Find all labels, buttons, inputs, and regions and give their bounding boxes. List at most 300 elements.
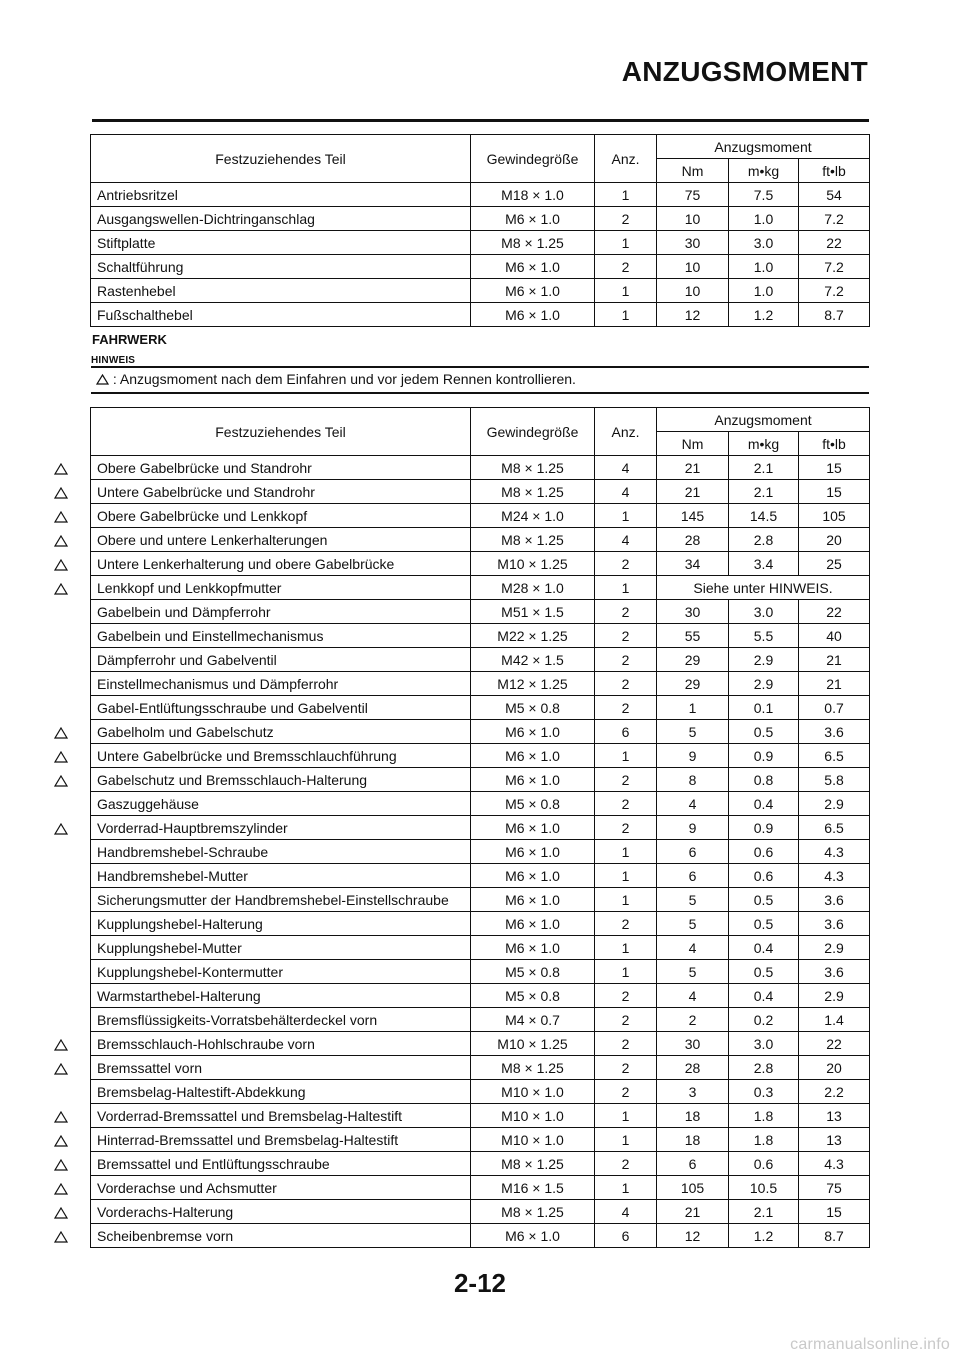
- thread-cell: M6 × 1.0: [471, 720, 595, 744]
- mkg-cell: 2.8: [729, 528, 799, 552]
- table-row: [91, 279, 870, 303]
- qty-cell: 2: [595, 984, 657, 1008]
- nm-cell: 5: [657, 960, 729, 984]
- mkg-cell: 0.5: [729, 960, 799, 984]
- section-heading: FAHRWERK: [92, 332, 167, 347]
- ftlb-cell: 13: [799, 1128, 870, 1152]
- nm-cell: 6: [657, 864, 729, 888]
- title-rule: [92, 119, 869, 122]
- thread-cell: M8 × 1.25: [471, 1200, 595, 1224]
- part-cell: Gaszuggehäuse: [91, 792, 471, 816]
- part-cell: Handbremshebel-Mutter: [91, 864, 471, 888]
- part-cell: Lenkkopf und Lenkkopfmutter: [91, 576, 471, 600]
- mkg-cell: 0.5: [729, 888, 799, 912]
- ftlb-cell: 6.5: [799, 816, 870, 840]
- qty-cell: 2: [595, 1152, 657, 1176]
- table-row: [91, 912, 870, 936]
- table-row: [91, 528, 870, 552]
- thread-cell: M24 × 1.0: [471, 504, 595, 528]
- ftlb-cell: 7.2: [799, 279, 870, 303]
- nm-cell: 4: [657, 984, 729, 1008]
- table-row: [91, 1176, 870, 1200]
- part-cell: Obere und untere Lenkerhalterungen: [91, 528, 471, 552]
- part-cell: Gabelbein und Einstellmechanismus: [91, 624, 471, 648]
- thread-cell: M51 × 1.5: [471, 600, 595, 624]
- nm-cell: 30: [657, 600, 729, 624]
- qty-cell: 6: [595, 1224, 657, 1248]
- thread-cell: M10 × 1.25: [471, 552, 595, 576]
- part-cell: Fußschalthebel: [91, 303, 471, 327]
- col-header-thread: Gewindegröße: [471, 135, 595, 183]
- ftlb-cell: 54: [799, 183, 870, 207]
- qty-cell: 1: [595, 504, 657, 528]
- part-cell: Bremssattel und Entlüftungsschraube: [91, 1152, 471, 1176]
- mkg-cell: 1.0: [729, 207, 799, 231]
- part-cell: Kupplungshebel-Halterung: [91, 912, 471, 936]
- part-cell: Bremsbelag-Haltestift-Abdekkung: [91, 1080, 471, 1104]
- part-cell: Warmstarthebel-Halterung: [91, 984, 471, 1008]
- mkg-cell: 1.8: [729, 1128, 799, 1152]
- mkg-cell: 3.4: [729, 552, 799, 576]
- table-row: [91, 984, 870, 1008]
- qty-cell: 1: [595, 936, 657, 960]
- table-row: [91, 231, 870, 255]
- retighten-mark-icon: [54, 510, 68, 522]
- table-row: [91, 303, 870, 327]
- nm-cell: 10: [657, 279, 729, 303]
- table-row: [91, 480, 870, 504]
- nm-cell: 28: [657, 1056, 729, 1080]
- retighten-mark-icon: [54, 822, 68, 834]
- qty-cell: 1: [595, 1104, 657, 1128]
- thread-cell: M5 × 0.8: [471, 696, 595, 720]
- note-cell: Siehe unter HINWEIS.: [657, 576, 870, 600]
- nm-cell: 75: [657, 183, 729, 207]
- part-cell: Gabelholm und Gabelschutz: [91, 720, 471, 744]
- col-header-nm: Nm: [657, 159, 729, 183]
- nm-cell: 9: [657, 816, 729, 840]
- hinweis-text: : Anzugsmoment nach dem Einfahren und vor jedem Rennen kontrollieren.: [112, 371, 576, 387]
- qty-cell: 2: [595, 207, 657, 231]
- mkg-cell: 0.4: [729, 936, 799, 960]
- col-header-qty: Anz.: [595, 135, 657, 183]
- nm-cell: 4: [657, 792, 729, 816]
- ftlb-cell: 6.5: [799, 744, 870, 768]
- thread-cell: M6 × 1.0: [471, 912, 595, 936]
- thread-cell: M5 × 0.8: [471, 984, 595, 1008]
- col-header-mkg: m•kg: [729, 159, 799, 183]
- ftlb-cell: 5.8: [799, 768, 870, 792]
- retighten-mark-icon: [54, 726, 68, 738]
- table-row: [91, 1104, 870, 1128]
- table-row: [91, 576, 870, 600]
- thread-cell: M8 × 1.25: [471, 528, 595, 552]
- part-cell: Untere Gabelbrücke und Bremsschlauchführung: [91, 744, 471, 768]
- nm-cell: 34: [657, 552, 729, 576]
- qty-cell: 1: [595, 1176, 657, 1200]
- retighten-mark-icon: [54, 774, 68, 786]
- col-header-ftlb: ft•lb: [799, 159, 870, 183]
- thread-cell: M6 × 1.0: [471, 1224, 595, 1248]
- ftlb-cell: 3.6: [799, 912, 870, 936]
- ftlb-cell: 75: [799, 1176, 870, 1200]
- part-cell: Stiftplatte: [91, 231, 471, 255]
- nm-cell: 145: [657, 504, 729, 528]
- retighten-mark-icon: [54, 582, 68, 594]
- thread-cell: M8 × 1.25: [471, 480, 595, 504]
- retighten-mark-icon: [54, 462, 68, 474]
- col-header-part: Festzuziehendes Teil: [91, 408, 471, 456]
- hinweis-top-rule: [91, 366, 869, 368]
- ftlb-cell: 25: [799, 552, 870, 576]
- mkg-cell: 0.9: [729, 816, 799, 840]
- nm-cell: 18: [657, 1128, 729, 1152]
- part-cell: Handbremshebel-Schraube: [91, 840, 471, 864]
- table-row: [91, 720, 870, 744]
- part-cell: Gabel-Entlüftungsschraube und Gabelventil: [91, 696, 471, 720]
- thread-cell: M5 × 0.8: [471, 792, 595, 816]
- retighten-mark-icon: [54, 750, 68, 762]
- qty-cell: 2: [595, 624, 657, 648]
- nm-cell: 2: [657, 1008, 729, 1032]
- ftlb-cell: 8.7: [799, 303, 870, 327]
- nm-cell: 30: [657, 1032, 729, 1056]
- part-cell: Untere Gabelbrücke und Standrohr: [91, 480, 471, 504]
- ftlb-cell: 2.9: [799, 984, 870, 1008]
- thread-cell: M18 × 1.0: [471, 183, 595, 207]
- qty-cell: 2: [595, 1080, 657, 1104]
- part-cell: Obere Gabelbrücke und Lenkkopf: [91, 504, 471, 528]
- part-cell: Schaltführung: [91, 255, 471, 279]
- page-number: 2-12: [453, 1268, 507, 1298]
- thread-cell: M12 × 1.25: [471, 672, 595, 696]
- ftlb-cell: 3.6: [799, 960, 870, 984]
- part-cell: Gabelschutz und Bremsschlauch-Halterung: [91, 768, 471, 792]
- thread-cell: M6 × 1.0: [471, 840, 595, 864]
- nm-cell: 12: [657, 303, 729, 327]
- part-cell: Bremsschlauch-Hohlschraube vorn: [91, 1032, 471, 1056]
- qty-cell: 2: [595, 1008, 657, 1032]
- qty-cell: 1: [595, 840, 657, 864]
- mkg-cell: 0.9: [729, 744, 799, 768]
- retighten-mark-icon: [54, 1206, 68, 1218]
- ftlb-cell: 2.9: [799, 936, 870, 960]
- table-row: [91, 456, 870, 480]
- table-row: [91, 504, 870, 528]
- page-title: ANZUGSMOMENT: [621, 56, 868, 87]
- nm-cell: 10: [657, 255, 729, 279]
- retighten-mark-icon: [54, 1230, 68, 1242]
- qty-cell: 2: [595, 672, 657, 696]
- qty-cell: 4: [595, 456, 657, 480]
- qty-cell: 6: [595, 720, 657, 744]
- qty-cell: 1: [595, 960, 657, 984]
- part-cell: Vorderrad-Bremssattel und Bremsbelag-Haltestift: [91, 1104, 471, 1128]
- table-row: [91, 1008, 870, 1032]
- part-cell: Dämpferrohr und Gabelventil: [91, 648, 471, 672]
- nm-cell: 5: [657, 888, 729, 912]
- mkg-cell: 2.8: [729, 1056, 799, 1080]
- part-cell: Hinterrad-Bremssattel und Bremsbelag-Haltestift: [91, 1128, 471, 1152]
- table-row: [91, 183, 870, 207]
- mkg-cell: 0.6: [729, 864, 799, 888]
- thread-cell: M10 × 1.0: [471, 1128, 595, 1152]
- thread-cell: M10 × 1.0: [471, 1080, 595, 1104]
- thread-cell: M6 × 1.0: [471, 303, 595, 327]
- retighten-mark-icon: [54, 1110, 68, 1122]
- qty-cell: 1: [595, 576, 657, 600]
- ftlb-cell: 7.2: [799, 255, 870, 279]
- torque-table-engine: [90, 134, 870, 327]
- part-cell: Gabelbein und Dämpferrohr: [91, 600, 471, 624]
- nm-cell: 10: [657, 207, 729, 231]
- part-cell: Obere Gabelbrücke und Standrohr: [91, 456, 471, 480]
- hinweis-bottom-rule: [91, 392, 869, 394]
- nm-cell: 12: [657, 1224, 729, 1248]
- nm-cell: 18: [657, 1104, 729, 1128]
- qty-cell: 2: [595, 1032, 657, 1056]
- qty-cell: 1: [595, 864, 657, 888]
- mkg-cell: 2.1: [729, 480, 799, 504]
- mkg-cell: 2.9: [729, 648, 799, 672]
- thread-cell: M6 × 1.0: [471, 936, 595, 960]
- mkg-cell: 1.2: [729, 1224, 799, 1248]
- thread-cell: M22 × 1.25: [471, 624, 595, 648]
- part-cell: Ausgangswellen-Dichtringanschlag: [91, 207, 471, 231]
- ftlb-cell: 7.2: [799, 207, 870, 231]
- part-cell: Vorderachs-Halterung: [91, 1200, 471, 1224]
- part-cell: Scheibenbremse vorn: [91, 1224, 471, 1248]
- thread-cell: M5 × 0.8: [471, 960, 595, 984]
- nm-cell: 4: [657, 936, 729, 960]
- table-row: [91, 1200, 870, 1224]
- table1-body: [91, 183, 870, 327]
- qty-cell: 2: [595, 816, 657, 840]
- table-row: [91, 816, 870, 840]
- mkg-cell: 2.1: [729, 456, 799, 480]
- ftlb-cell: 22: [799, 600, 870, 624]
- retighten-mark-icon: [96, 374, 109, 385]
- thread-cell: M8 × 1.25: [471, 1152, 595, 1176]
- qty-cell: 4: [595, 1200, 657, 1224]
- ftlb-cell: 20: [799, 528, 870, 552]
- ftlb-cell: 1.4: [799, 1008, 870, 1032]
- thread-cell: M6 × 1.0: [471, 744, 595, 768]
- retighten-mark-icon: [54, 1134, 68, 1146]
- nm-cell: 3: [657, 1080, 729, 1104]
- qty-cell: 2: [595, 600, 657, 624]
- mkg-cell: 2.1: [729, 1200, 799, 1224]
- table-row: [91, 744, 870, 768]
- table-row: [91, 1032, 870, 1056]
- col-header-qty: Anz.: [595, 408, 657, 456]
- nm-cell: 5: [657, 912, 729, 936]
- mkg-cell: 1.2: [729, 303, 799, 327]
- nm-cell: 6: [657, 1152, 729, 1176]
- part-cell: Vorderrad-Hauptbremszylinder: [91, 816, 471, 840]
- mkg-cell: 0.4: [729, 984, 799, 1008]
- table-row: [91, 648, 870, 672]
- table-row: [91, 1056, 870, 1080]
- qty-cell: 1: [595, 231, 657, 255]
- mkg-cell: 14.5: [729, 504, 799, 528]
- table-row: [91, 960, 870, 984]
- qty-cell: 2: [595, 255, 657, 279]
- ftlb-cell: 0.7: [799, 696, 870, 720]
- thread-cell: M6 × 1.0: [471, 255, 595, 279]
- ftlb-cell: 22: [799, 231, 870, 255]
- hinweis-note: [96, 371, 576, 387]
- nm-cell: 55: [657, 624, 729, 648]
- ftlb-cell: 3.6: [799, 720, 870, 744]
- qty-cell: 1: [595, 279, 657, 303]
- retighten-mark-icon: [54, 1182, 68, 1194]
- col-header-part: Festzuziehendes Teil: [91, 135, 471, 183]
- mkg-cell: 0.2: [729, 1008, 799, 1032]
- ftlb-cell: 4.3: [799, 1152, 870, 1176]
- mkg-cell: 0.6: [729, 840, 799, 864]
- table-row: [91, 696, 870, 720]
- mkg-cell: 2.9: [729, 672, 799, 696]
- thread-cell: M6 × 1.0: [471, 768, 595, 792]
- nm-cell: 1: [657, 696, 729, 720]
- mkg-cell: 3.0: [729, 600, 799, 624]
- col-header-torque: Anzugsmoment: [657, 408, 870, 432]
- table-row: [91, 1152, 870, 1176]
- qty-cell: 4: [595, 480, 657, 504]
- qty-cell: 2: [595, 912, 657, 936]
- table-row: [91, 1128, 870, 1152]
- part-cell: Einstellmechanismus und Dämpferrohr: [91, 672, 471, 696]
- mkg-cell: 7.5: [729, 183, 799, 207]
- ftlb-cell: 21: [799, 648, 870, 672]
- thread-cell: M10 × 1.0: [471, 1104, 595, 1128]
- ftlb-cell: 3.6: [799, 888, 870, 912]
- retighten-mark-icon: [54, 486, 68, 498]
- thread-cell: M16 × 1.5: [471, 1176, 595, 1200]
- mkg-cell: 1.0: [729, 255, 799, 279]
- col-header-nm: Nm: [657, 432, 729, 456]
- ftlb-cell: 15: [799, 456, 870, 480]
- table-row: [91, 1224, 870, 1248]
- ftlb-cell: 13: [799, 1104, 870, 1128]
- mkg-cell: 0.6: [729, 1152, 799, 1176]
- ftlb-cell: 22: [799, 1032, 870, 1056]
- ftlb-cell: 15: [799, 1200, 870, 1224]
- ftlb-cell: 21: [799, 672, 870, 696]
- mkg-cell: 0.4: [729, 792, 799, 816]
- nm-cell: 9: [657, 744, 729, 768]
- nm-cell: 21: [657, 480, 729, 504]
- table-row: [91, 792, 870, 816]
- thread-cell: M6 × 1.0: [471, 816, 595, 840]
- qty-cell: 2: [595, 768, 657, 792]
- part-cell: Sicherungsmutter der Handbremshebel-Einstellschraube: [91, 888, 471, 912]
- nm-cell: 21: [657, 1200, 729, 1224]
- torque-table-chassis: [90, 407, 870, 1248]
- part-cell: Vorderachse und Achsmutter: [91, 1176, 471, 1200]
- thread-cell: M28 × 1.0: [471, 576, 595, 600]
- thread-cell: M6 × 1.0: [471, 279, 595, 303]
- ftlb-cell: 2.9: [799, 792, 870, 816]
- qty-cell: 2: [595, 552, 657, 576]
- watermark: carmanualsonline.info: [790, 1336, 950, 1353]
- qty-cell: 1: [595, 183, 657, 207]
- part-cell: Untere Lenkerhalterung und obere Gabelbrücke: [91, 552, 471, 576]
- mkg-cell: 0.1: [729, 696, 799, 720]
- nm-cell: 105: [657, 1176, 729, 1200]
- thread-cell: M42 × 1.5: [471, 648, 595, 672]
- thread-cell: M6 × 1.0: [471, 888, 595, 912]
- qty-cell: 1: [595, 744, 657, 768]
- ftlb-cell: 4.3: [799, 840, 870, 864]
- table-row: [91, 840, 870, 864]
- ftlb-cell: 40: [799, 624, 870, 648]
- table-row: [91, 768, 870, 792]
- thread-cell: M8 × 1.25: [471, 231, 595, 255]
- table-row: [91, 888, 870, 912]
- qty-cell: 2: [595, 792, 657, 816]
- col-header-ftlb: ft•lb: [799, 432, 870, 456]
- mkg-cell: 0.5: [729, 720, 799, 744]
- qty-cell: 4: [595, 528, 657, 552]
- hinweis-label: HINWEIS: [91, 355, 139, 366]
- mkg-cell: 5.5: [729, 624, 799, 648]
- mkg-cell: 1.0: [729, 279, 799, 303]
- part-cell: Kupplungshebel-Mutter: [91, 936, 471, 960]
- qty-cell: 1: [595, 303, 657, 327]
- col-header-thread: Gewindegröße: [471, 408, 595, 456]
- ftlb-cell: 4.3: [799, 864, 870, 888]
- ftlb-cell: 8.7: [799, 1224, 870, 1248]
- col-header-mkg: m•kg: [729, 432, 799, 456]
- table-row: [91, 207, 870, 231]
- table-row: [91, 552, 870, 576]
- table-row: [91, 1080, 870, 1104]
- mkg-cell: 3.0: [729, 1032, 799, 1056]
- nm-cell: 29: [657, 672, 729, 696]
- thread-cell: M8 × 1.25: [471, 1056, 595, 1080]
- retighten-mark-icon: [54, 1158, 68, 1170]
- part-cell: Kupplungshebel-Kontermutter: [91, 960, 471, 984]
- ftlb-cell: 2.2: [799, 1080, 870, 1104]
- retighten-mark-icon: [54, 534, 68, 546]
- table-row: [91, 600, 870, 624]
- qty-cell: 1: [595, 1128, 657, 1152]
- mkg-cell: 10.5: [729, 1176, 799, 1200]
- retighten-mark-icon: [54, 1062, 68, 1074]
- col-header-torque: Anzugsmoment: [657, 135, 870, 159]
- part-cell: Antriebsritzel: [91, 183, 471, 207]
- nm-cell: 6: [657, 840, 729, 864]
- ftlb-cell: 15: [799, 480, 870, 504]
- table-row: [91, 864, 870, 888]
- thread-cell: M4 × 0.7: [471, 1008, 595, 1032]
- qty-cell: 2: [595, 648, 657, 672]
- table-row: [91, 672, 870, 696]
- nm-cell: 5: [657, 720, 729, 744]
- part-cell: Bremssattel vorn: [91, 1056, 471, 1080]
- retighten-mark-icon: [54, 1038, 68, 1050]
- ftlb-cell: 20: [799, 1056, 870, 1080]
- nm-cell: 30: [657, 231, 729, 255]
- ftlb-cell: 105: [799, 504, 870, 528]
- thread-cell: M6 × 1.0: [471, 864, 595, 888]
- nm-cell: 28: [657, 528, 729, 552]
- qty-cell: 2: [595, 696, 657, 720]
- thread-cell: M8 × 1.25: [471, 456, 595, 480]
- table-row: [91, 255, 870, 279]
